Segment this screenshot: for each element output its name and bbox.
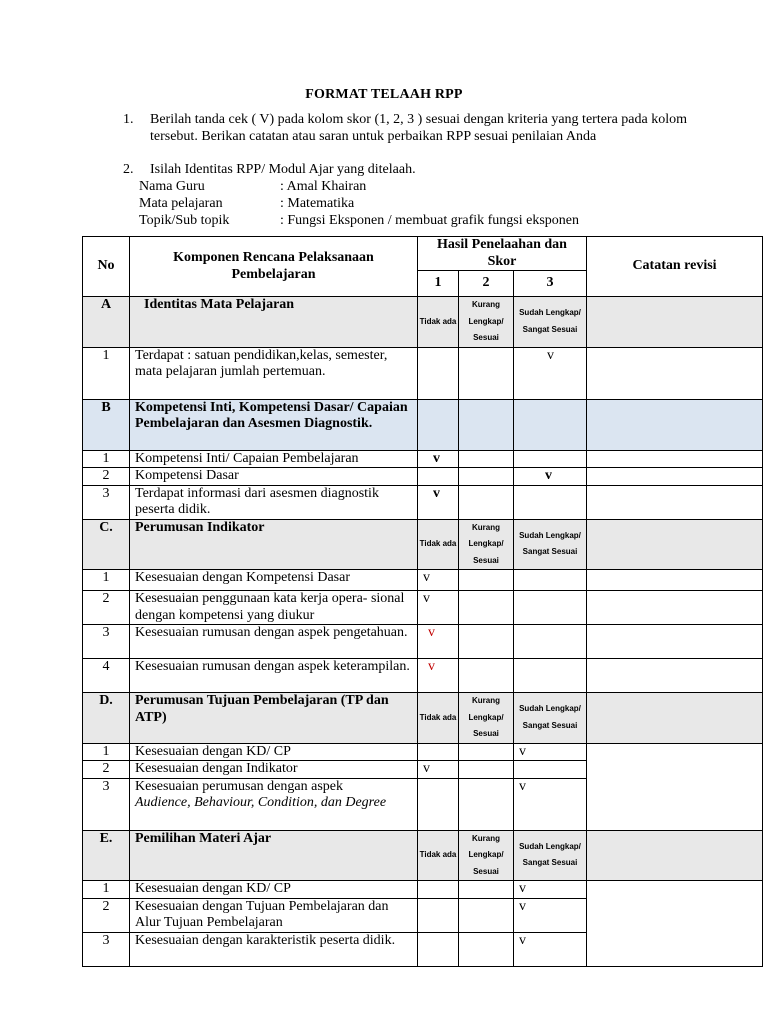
section-letter: A [83, 297, 130, 348]
row-text-cell [130, 778, 418, 830]
row-text: Kesesuaian rumusan dengan aspek pengetahuan. [130, 625, 418, 659]
section-title: Perumusan Tujuan Pembelajaran (TP dan ATP) [130, 693, 418, 744]
score-2-cell [459, 932, 514, 966]
notes-cell [587, 399, 763, 450]
notes-cell [587, 743, 763, 830]
score-1-cell: v [418, 625, 459, 659]
score-3-cell [514, 625, 587, 659]
score-1-cell: v [418, 570, 459, 591]
row-number: 3 [83, 778, 130, 830]
review-table [82, 236, 763, 967]
row-number: 4 [83, 659, 130, 693]
section-row-b [83, 399, 763, 450]
table-row [83, 485, 763, 519]
identity-label: Nama Guru [139, 179, 205, 194]
instruction-text: Isilah Identitas RPP/ Modul Ajar yang ditelaah. [150, 162, 416, 177]
notes-cell [587, 347, 763, 399]
row-number: 1 [83, 743, 130, 761]
table-row [83, 450, 763, 468]
score-1-cell [418, 898, 459, 932]
score-label-2: Kurang Lengkap/ Sesuai [459, 519, 514, 570]
score-3-cell [514, 450, 587, 468]
row-text: Kesesuaian dengan KD/ CP [130, 743, 418, 761]
section-letter: C. [83, 519, 130, 570]
notes-cell [587, 625, 763, 659]
table-row [83, 625, 763, 659]
notes-cell [587, 450, 763, 468]
notes-cell [587, 468, 763, 486]
header-score-2: 2 [459, 271, 514, 297]
notes-cell [587, 693, 763, 744]
score-2-cell [459, 468, 514, 486]
row-number: 1 [83, 450, 130, 468]
section-row-d [83, 693, 763, 744]
score-label-2: Kurang Lengkap/ Sesuai [459, 297, 514, 348]
score-2-cell [459, 570, 514, 591]
row-number: 3 [83, 932, 130, 966]
score-3-cell [514, 659, 587, 693]
score-1-cell [418, 468, 459, 486]
table-row [83, 881, 763, 899]
score-2-cell [459, 485, 514, 519]
score-1-cell [418, 932, 459, 966]
section-title: Kompetensi Inti, Kompetensi Dasar/ Capaian Pembelajaran dan Asesmen Diagnostik. [130, 399, 418, 450]
table-row [83, 468, 763, 486]
row-text: Terdapat : satuan pendidikan,kelas, semester, mata pelajaran jumlah pertemuan. [130, 347, 418, 399]
score-label-3 [514, 399, 587, 450]
score-2-cell [459, 778, 514, 830]
header-no: No [83, 237, 130, 297]
table-row [83, 591, 763, 625]
notes-cell [587, 485, 763, 519]
score-label-3: Sudah Lengkap/ Sangat Sesuai [514, 297, 587, 348]
row-text: Kompetensi Inti/ Capaian Pembelajaran [130, 450, 418, 468]
score-2-cell [459, 881, 514, 899]
score-label-3: Sudah Lengkap/ Sangat Sesuai [514, 693, 587, 744]
section-title: Identitas Mata Pelajaran [130, 297, 418, 348]
score-label-3: Sudah Lengkap/ Sangat Sesuai [514, 830, 587, 881]
score-1-cell [418, 778, 459, 830]
row-text: Kesesuaian dengan Kompetensi Dasar [130, 570, 418, 591]
header-score-1: 1 [418, 271, 459, 297]
section-letter: B [83, 399, 130, 450]
row-number: 1 [83, 570, 130, 591]
row-number: 2 [83, 591, 130, 625]
row-text: Terdapat informasi dari asesmen diagnostik peserta didik. [130, 485, 418, 519]
notes-cell [587, 570, 763, 591]
score-label-1: Tidak ada [418, 297, 459, 348]
instruction-number: 2. [123, 162, 134, 177]
table-row [83, 570, 763, 591]
row-number: 1 [83, 881, 130, 899]
score-1-cell [418, 881, 459, 899]
score-label-2: Kurang Lengkap/ Sesuai [459, 830, 514, 881]
table-header-row [83, 237, 763, 271]
row-text: Kesesuaian penggunaan kata kerja opera- sional dengan kompetensi yang diukur [130, 591, 418, 625]
score-2-cell [459, 761, 514, 779]
row-text: Kesesuaian perumusan dengan aspek [135, 778, 343, 794]
table-row [83, 347, 763, 399]
header-component: Komponen Rencana Pelaksanaan Pembelajaran [130, 237, 418, 297]
row-text-italic: Audience, Behaviour, Condition, dan Degree [135, 795, 387, 810]
row-number: 3 [83, 485, 130, 519]
header-score-3: 3 [514, 271, 587, 297]
row-text: Kesesuaian dengan Indikator [130, 761, 418, 779]
notes-cell [587, 519, 763, 570]
table-row [83, 743, 763, 761]
score-2-cell [459, 743, 514, 761]
score-2-cell [459, 591, 514, 625]
row-text: Kesesuaian dengan karakteristik peserta didik. [130, 932, 418, 966]
score-1-cell: v [418, 761, 459, 779]
section-letter: D. [83, 693, 130, 744]
row-text: Kesesuaian dengan Tujuan Pembelajaran dan Alur Tujuan Pembelajaran [130, 898, 418, 932]
table-row [83, 659, 763, 693]
header-notes: Catatan revisi [587, 237, 763, 297]
identity-value: : Matematika [280, 196, 355, 211]
score-label-2 [459, 399, 514, 450]
score-1-cell: v [418, 659, 459, 693]
score-1-cell [418, 743, 459, 761]
score-3-cell: v [514, 468, 587, 486]
row-number: 3 [83, 625, 130, 659]
score-3-cell [514, 761, 587, 779]
score-2-cell [459, 659, 514, 693]
instruction-text: Berilah tanda cek ( V) pada kolom skor (1, 2, 3 ) sesuai dengan kriteria yang tertera pada kolom tersebut. Berikan catatan atau saran untuk perbaikan RPP sesuai penilaian Anda [150, 112, 688, 144]
identity-label: Mata pelajaran [139, 196, 223, 211]
score-1-cell [418, 347, 459, 399]
score-2-cell [459, 625, 514, 659]
score-3-cell: v [514, 881, 587, 899]
score-2-cell [459, 347, 514, 399]
section-row-e [83, 830, 763, 881]
row-number: 2 [83, 898, 130, 932]
row-text: Kesesuaian dengan KD/ CP [130, 881, 418, 899]
score-label-1: Tidak ada [418, 830, 459, 881]
row-number: 2 [83, 761, 130, 779]
identity-value: : Fungsi Eksponen / membuat grafik fungsi eksponen [280, 213, 580, 228]
section-title: Perumusan Indikator [130, 519, 418, 570]
section-row-a [83, 297, 763, 348]
score-3-cell: v [514, 778, 587, 830]
row-number: 1 [83, 347, 130, 399]
score-label-1 [418, 399, 459, 450]
identity-label: Topik/Sub topik [139, 213, 230, 228]
score-3-cell [514, 485, 587, 519]
row-number: 2 [83, 468, 130, 486]
score-3-cell: v [514, 932, 587, 966]
notes-cell [587, 591, 763, 625]
score-1-cell: v [418, 450, 459, 468]
row-text: Kesesuaian rumusan dengan aspek keterampilan. [130, 659, 418, 693]
score-1-cell: v [418, 485, 459, 519]
section-title: Pemilihan Materi Ajar [130, 830, 418, 881]
notes-cell [587, 659, 763, 693]
score-3-cell: v [514, 743, 587, 761]
header-result: Hasil Penelaahan dan Skor [418, 237, 587, 271]
score-2-cell [459, 898, 514, 932]
score-label-1: Tidak ada [418, 693, 459, 744]
row-text: Kompetensi Dasar [130, 468, 418, 486]
score-3-cell: v [514, 347, 587, 399]
score-3-cell [514, 570, 587, 591]
instruction-number: 1. [123, 112, 134, 127]
score-3-cell: v [514, 898, 587, 932]
score-2-cell [459, 450, 514, 468]
score-3-cell [514, 591, 587, 625]
notes-cell [587, 881, 763, 967]
section-letter: E. [83, 830, 130, 881]
score-label-2: Kurang Lengkap/ Sesuai [459, 693, 514, 744]
section-row-c [83, 519, 763, 570]
notes-cell [587, 830, 763, 881]
identity-value: : Amal Khairan [280, 179, 367, 194]
score-label-1: Tidak ada [418, 519, 459, 570]
score-1-cell: v [418, 591, 459, 625]
document-title: FORMAT TELAAH RPP [305, 87, 463, 102]
score-label-3: Sudah Lengkap/ Sangat Sesuai [514, 519, 587, 570]
notes-cell [587, 297, 763, 348]
